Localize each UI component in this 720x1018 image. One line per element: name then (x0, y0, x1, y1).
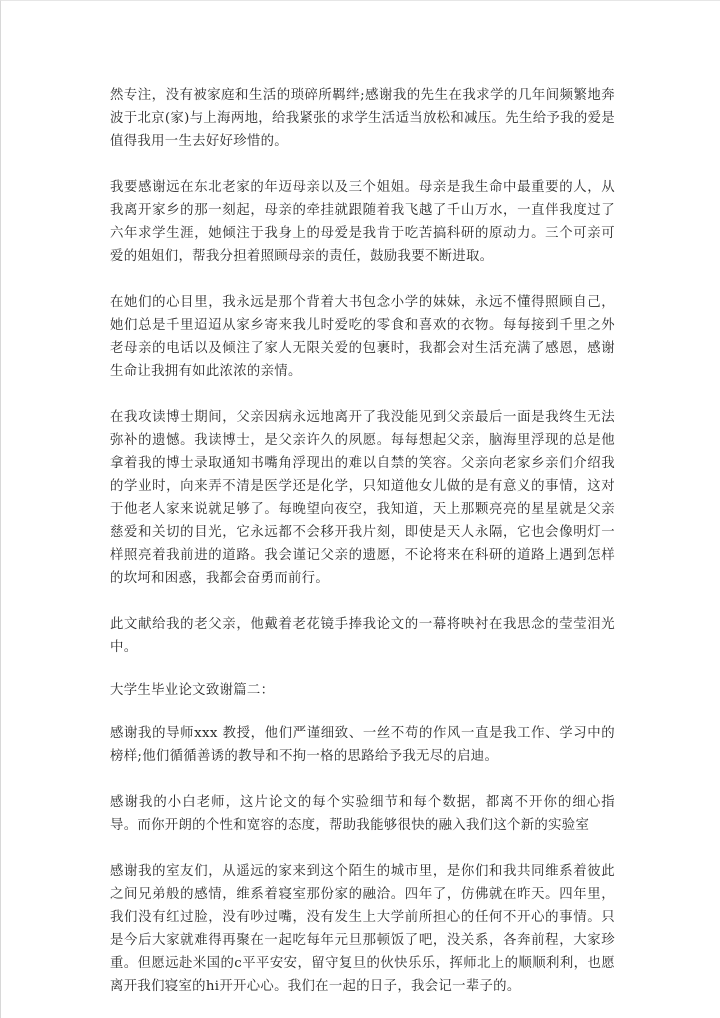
document-body (110, 84, 615, 998)
paragraph: 在我攻读博士期间，父亲因病永远地离开了我没能见到父亲最后一面是我终生无法弥补的遗憾。我读博士，是父亲许久的夙愿。每每想起父亲，脑海里浮现的总是他拿着我的博士录取通知书嘴角浮现出的难以自禁的笑容。父亲向老家乡亲们介绍我的学业时，向来弄不清是医学还是化学，只知道他女儿做的是有意义的事情，这对于他老人家来说就足够了。每晚望向夜空，我知道，天上那颗亮亮的星星就是父亲慈爱和关切的目光，它永远都不会移开我片刻，即使是天人永隔，它也会像明灯一样照亮着我前进的道路。我会谨记父亲的遗愿，不论将来在科研的道路上遇到怎样的坎坷和困惑，我都会奋勇而前行。 (110, 410, 615, 586)
paragraph: 我要感谢远在东北老家的年迈母亲以及三个姐姐。母亲是我生命中最重要的人，从我离开家乡的那一刻起，母亲的牵挂就跟随着我飞越了千山万水，一直伴我度过了六年求学生涯，她倾注于我身上的母爱是我肯于吃苦搞科研的原动力。三个可亲可爱的姐姐们，帮我分担着照顾母亲的责任，鼓励我要不断进取。 (110, 180, 615, 264)
paragraph: 在她们的心目里，我永远是那个背着大书包念小学的妹妹，永远不懂得照顾自己，她们总是千里迢迢从家乡寄来我儿时爱吃的零食和喜欢的衣物。每每接到千里之外老母亲的电话以及倾注了家人无限关爱的包裹时，我都会对生活充满了感恩，感谢生命让我拥有如此浓浓的亲情。 (110, 295, 615, 379)
paragraph: 感谢我的室友们，从遥远的家来到这个陌生的城市里，是你们和我共同维系着彼此之间兄弟般的感情，维系着寝室那份家的融洽。四年了，仿佛就在昨天。四年里，我们没有红过脸，没有吵过嘴，没有发生上大学前所担心的任何不开心的事情。只是今后大家就难得再聚在一起吃每年元旦那顿饭了吧，没关系，各奔前程，大家珍重。但愿远赴米国的c平平安安，留守复旦的伙快乐乐，挥师北上的顺顺利利，也愿离开我们寝室的hi开开心心。我们在一起的日子，我会记一辈子的。 (110, 864, 615, 994)
section-heading: 大学生毕业论文致谢篇二： (110, 683, 275, 698)
paragraph: 然专注，没有被家庭和生活的琐碎所羁绊;感谢我的先生在我求学的几年间频繁地奔波于北京(家)与上海两地，给我紧张的求学生活适当放松和减压。先生给予我的爱是值得我用一生去好好珍惜的。 (110, 88, 615, 149)
paragraph: 感谢我的小白老师，这片论文的每个实验细节和每个数据，都离不开你的细心指导。而你开朗的个性和宽容的态度，帮助我能够很快的融入我们这个新的实验室 (110, 795, 615, 833)
paragraph: 此文献给我的老父亲，他戴着老花镜手捧我论文的一幕将映衬在我思念的莹莹泪光中。 (110, 617, 615, 655)
paragraph: 感谢我的导师xxx 教授，他们严谨细致、一丝不苟的作风一直是我工作、学习中的榜样;他们循循善诱的教导和不拘一格的思路给予我无尽的启迪。 (110, 726, 615, 764)
